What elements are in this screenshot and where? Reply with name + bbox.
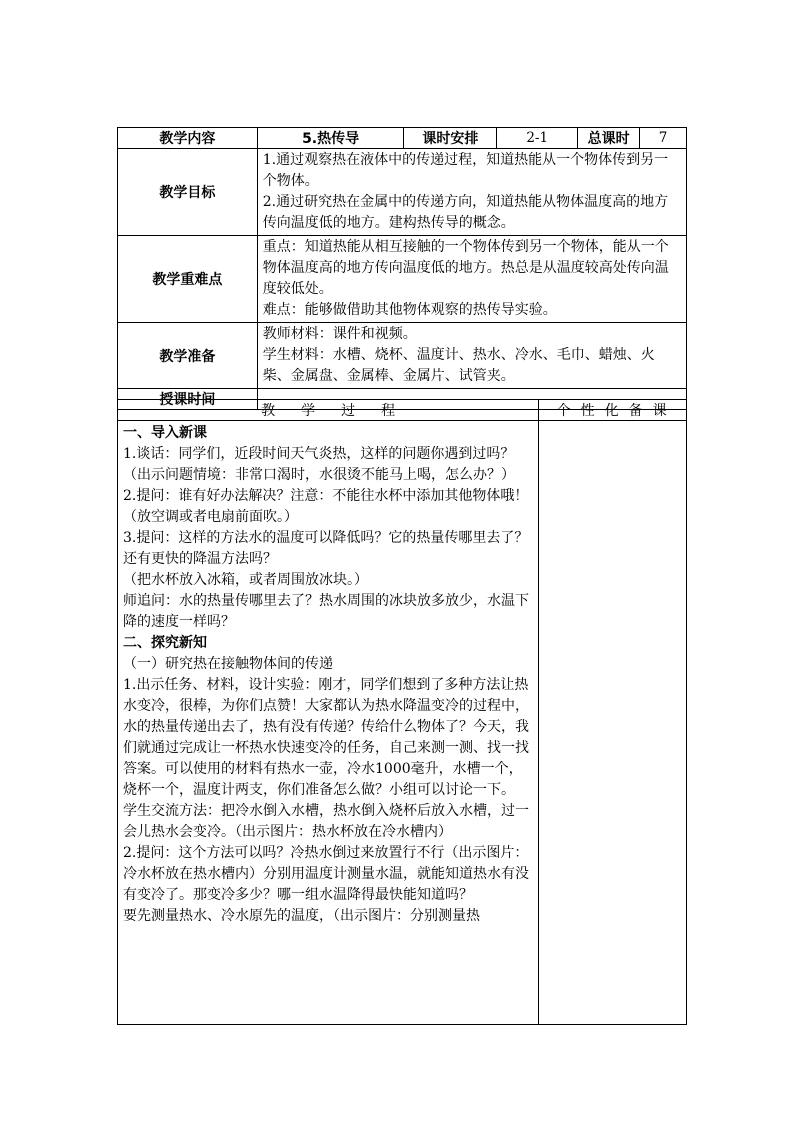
process-content xyxy=(118,421,539,1025)
process-paragraph: 2.提问：这个方法可以吗？冷热水倒过来放置行不行（出示图片：冷水杯放在热水槽内）分别用温度计测量水温，就能知道热水有没有变冷了。那变冷多少？哪一组水温降得最快能知道吗？ xyxy=(123,845,529,903)
objective-line: 2.通过研究热在金属中的传递方向，知道热能从物体温度高的地方传向温度低的地方。建构热传导的概念。 xyxy=(262,194,669,231)
process-table xyxy=(117,399,687,1025)
process-paragraph: （把水杯放入冰箱，或者周围放冰块。） xyxy=(123,572,368,588)
process-paragraph: （放空调或者电扇前面吹。） xyxy=(123,509,298,525)
total-label: 总课时 xyxy=(578,128,640,149)
key-points-label: 教学重难点 xyxy=(118,236,258,323)
process-paragraph: 2.提问：谁有好办法解决？注意：不能往水杯中添加其他物体哦！ xyxy=(123,488,529,504)
key-point-line: 重点：知道热能从相互接触的一个物体传到另一个物体，能从一个物体温度高的地方传向温度低的地方。热总是从温度较高处传向温度较低处。 xyxy=(262,239,669,297)
process-paragraph: （一）研究热在接触物体间的传递 xyxy=(123,656,333,672)
personalized-header: 个性化备课 xyxy=(539,400,687,421)
process-paragraph: 3.提问：这样的方法水的温度可以降低吗？它的热量传哪里去了？还有更快的降温方法吗？ xyxy=(123,530,529,567)
preparation-content xyxy=(257,323,686,389)
process-paragraph: 师追问：水的热量传哪里去了？热水周围的冰块放多放少，水温下降的速度一样吗？ xyxy=(123,593,529,630)
process-paragraph: 要先测量热水、冷水原先的温度，（出示图片：分别测量热 xyxy=(123,908,480,924)
lesson-plan-table xyxy=(117,127,687,410)
schedule-value: 2-1 xyxy=(497,128,578,149)
time-label: 授课时间 xyxy=(118,389,258,410)
content-value: 5.热传导 xyxy=(257,128,404,149)
section-heading: 二、探究新知 xyxy=(123,635,207,651)
total-value: 7 xyxy=(640,128,687,149)
personalized-notes xyxy=(539,421,687,1025)
preparation-line: 教师材料：课件和视频。 xyxy=(262,326,417,342)
process-paragraph: 1.出示任务、材料，设计实验：刚才，同学们想到了多种方法让热水变冷，很棒，为你们点赞！大家都认为热水降温变冷的过程中，水的热量传递出去了，热有没有传递？传给什么物体了？今天，我们就通过完成让一杯热水快速变冷的任务，自己来测一测、找一找答案。可以使用的材料有热水一壶，冷水1000毫升，水槽一个，烧杯一个，温度计两支，你们准备怎么做？小组可以讨论一下。 xyxy=(123,677,529,798)
objectives-label: 教学目标 xyxy=(118,149,258,236)
objectives-content xyxy=(257,149,686,236)
process-paragraph: 1.谈话：同学们，近段时间天气炎热，这样的问题你遇到过吗？（出示问题情境：非常口渴时，水很烫不能马上喝，怎么办？） xyxy=(123,446,515,483)
preparation-label: 教学准备 xyxy=(118,323,258,389)
preparation-line: 学生材料：水槽、烧杯、温度计、热水、冷水、毛巾、蜡烛、火柴、金属盘、金属棒、金属片、试管夹。 xyxy=(262,347,655,384)
process-body xyxy=(123,423,534,927)
objective-line: 1.通过观察热在液体中的传递过程，知道热能从一个物体传到另一个物体。 xyxy=(262,152,669,189)
process-header: 教学过程 xyxy=(118,400,539,421)
key-point-line: 难点：能够做借助其他物体观察的热传导实验。 xyxy=(262,302,557,318)
key-points-content xyxy=(257,236,686,323)
content-label: 教学内容 xyxy=(118,128,258,149)
section-heading: 一、导入新课 xyxy=(123,425,207,441)
schedule-label: 课时安排 xyxy=(404,128,497,149)
process-paragraph: 学生交流方法：把冷水倒入水槽，热水倒入烧杯后放入水槽，过一会儿热水会变冷。（出示图片：热水杯放在冷水槽内） xyxy=(123,803,529,840)
